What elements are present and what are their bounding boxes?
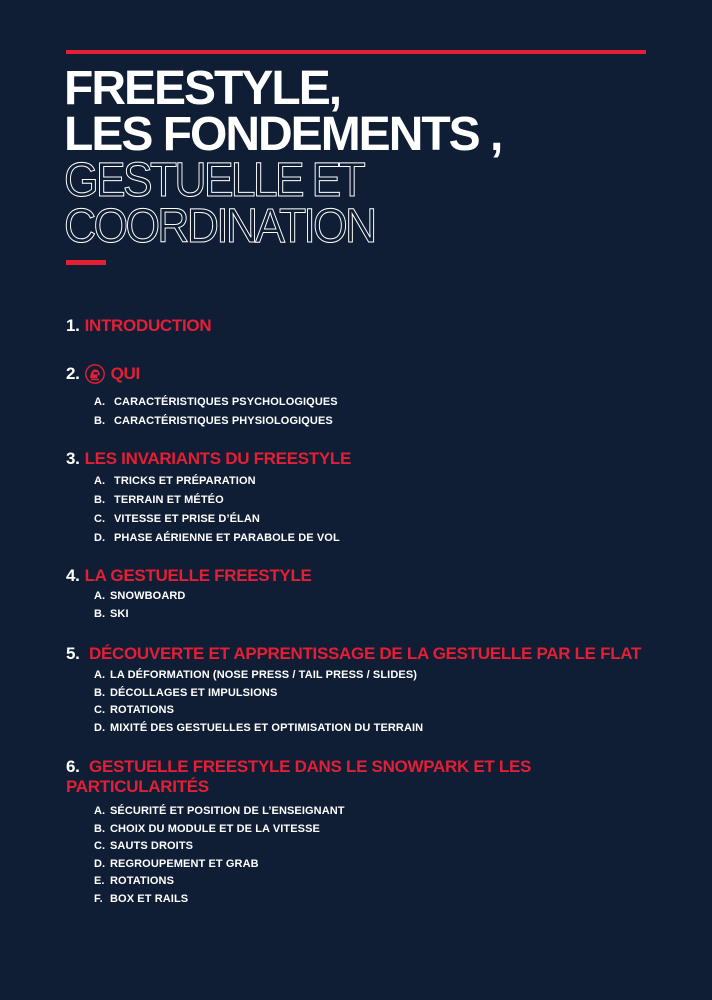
page-title	[64, 62, 684, 253]
toc-section-5	[66, 644, 666, 737]
item-text: MIXITÉ DES GESTUELLES ET OPTIMISATION DU TERRAIN	[110, 721, 424, 734]
toc-section-heading[interactable]	[66, 449, 666, 469]
section-number: 6.	[66, 757, 80, 776]
section-title: LES INVARIANTS DU FREESTYLE	[84, 449, 352, 468]
table-of-contents	[66, 316, 666, 908]
item-text: CHOIX DU MODULE ET DE LA VITESSE	[110, 822, 320, 835]
list-item[interactable]	[94, 838, 666, 856]
section-items	[66, 667, 666, 737]
section-title: INTRODUCTION	[84, 316, 212, 335]
toc-section-heading[interactable]	[66, 566, 666, 586]
item-letter: C.	[94, 840, 106, 852]
section-number: 1.	[66, 316, 80, 335]
section-number: 4.	[66, 566, 80, 585]
toc-section-3	[66, 449, 666, 548]
title-line-4: COORDINATION	[64, 200, 375, 253]
list-item[interactable]	[94, 510, 666, 529]
list-item[interactable]	[94, 856, 666, 874]
item-letter: A.	[94, 590, 106, 602]
list-item[interactable]	[94, 472, 666, 491]
item-text: CARACTÉRISTIQUES PHYSIOLOGIQUES	[114, 415, 333, 427]
section-number: 2.	[66, 364, 80, 383]
toc-section-1	[66, 316, 666, 336]
list-item[interactable]	[94, 529, 666, 548]
top-accent-rule	[66, 50, 646, 54]
section-title: DÉCOUVERTE ET APPRENTISSAGE DE LA GESTUELLE PAR LE FLAT	[89, 644, 642, 663]
list-item[interactable]	[94, 491, 666, 510]
item-letter: A.	[94, 475, 106, 487]
list-item[interactable]	[94, 588, 666, 606]
item-letter: B.	[94, 686, 106, 699]
item-letter: D.	[94, 721, 106, 734]
item-letter: C.	[94, 704, 106, 716]
item-letter: B.	[94, 494, 106, 506]
toc-section-4	[66, 566, 666, 623]
section-items	[66, 472, 666, 548]
section-items	[66, 588, 666, 623]
list-item[interactable]	[94, 702, 666, 720]
toc-section-6	[66, 757, 666, 908]
section-title: GESTUELLE FREESTYLE DANS LE SNOWPARK ET LES PARTICULARITÉS	[66, 757, 532, 796]
title-line-1: FREESTYLE,	[64, 62, 341, 115]
item-text: SNOWBOARD	[110, 590, 186, 602]
item-letter: A.	[94, 669, 106, 681]
section-number: 3.	[66, 449, 80, 468]
item-text: ROTATIONS	[110, 704, 175, 716]
item-text: SAUTS DROITS	[110, 840, 194, 852]
item-text: TRICKS ET PRÉPARATION	[114, 475, 256, 487]
list-item[interactable]	[94, 720, 666, 738]
item-letter: C.	[94, 513, 106, 525]
section-title: QUI	[110, 364, 140, 383]
toc-section-heading[interactable]	[66, 364, 666, 384]
item-letter: D.	[94, 857, 106, 870]
item-text: LA DÉFORMATION (NOSE PRESS / TAIL PRESS / SLIDES)	[110, 669, 418, 681]
item-text: DÉCOLLAGES ET IMPULSIONS	[110, 686, 278, 699]
list-item[interactable]	[94, 412, 666, 431]
item-letter: A.	[94, 805, 106, 817]
item-letter: E.	[94, 875, 105, 887]
list-item[interactable]	[94, 685, 666, 703]
list-item[interactable]	[94, 873, 666, 891]
section-items	[66, 803, 666, 908]
item-letter: B.	[94, 415, 106, 427]
toc-section-heading[interactable]	[66, 644, 666, 664]
item-letter: B.	[94, 607, 106, 620]
toc-section-heading[interactable]	[66, 757, 666, 797]
list-item[interactable]	[94, 667, 666, 685]
item-text: ROTATIONS	[110, 875, 175, 887]
item-text: REGROUPEMENT ET GRAB	[110, 857, 259, 870]
item-text: BOX ET RAILS	[110, 892, 189, 905]
title-line-2: LES FONDEMENTS ,	[64, 108, 502, 161]
section-number: 5.	[66, 644, 80, 663]
toc-section-2	[66, 364, 666, 431]
helmet-head-icon	[85, 364, 105, 384]
item-letter: A.	[94, 396, 106, 408]
item-text: VITESSE ET PRISE D’ÉLAN	[114, 513, 260, 525]
item-text: SKI	[110, 607, 129, 620]
list-item[interactable]	[94, 803, 666, 821]
section-title: LA GESTUELLE FREESTYLE	[84, 566, 312, 585]
list-item[interactable]	[94, 821, 666, 839]
item-text: PHASE AÉRIENNE ET PARABOLE DE VOL	[114, 532, 340, 544]
title-line-3: GESTUELLE ET	[64, 154, 363, 207]
item-text: CARACTÉRISTIQUES PSYCHOLOGIQUES	[114, 396, 338, 408]
title-underline	[66, 260, 106, 265]
list-item[interactable]	[94, 393, 666, 412]
list-item[interactable]	[94, 891, 666, 909]
list-item[interactable]	[94, 606, 666, 624]
item-letter: B.	[94, 822, 106, 835]
toc-section-heading[interactable]	[66, 316, 666, 336]
item-letter: D.	[94, 532, 106, 544]
item-text: SÉCURITÉ ET POSITION DE L’ENSEIGNANT	[110, 805, 345, 817]
item-letter: F.	[94, 892, 103, 905]
section-items	[66, 393, 666, 431]
item-text: TERRAIN ET MÉTÉO	[114, 494, 224, 506]
